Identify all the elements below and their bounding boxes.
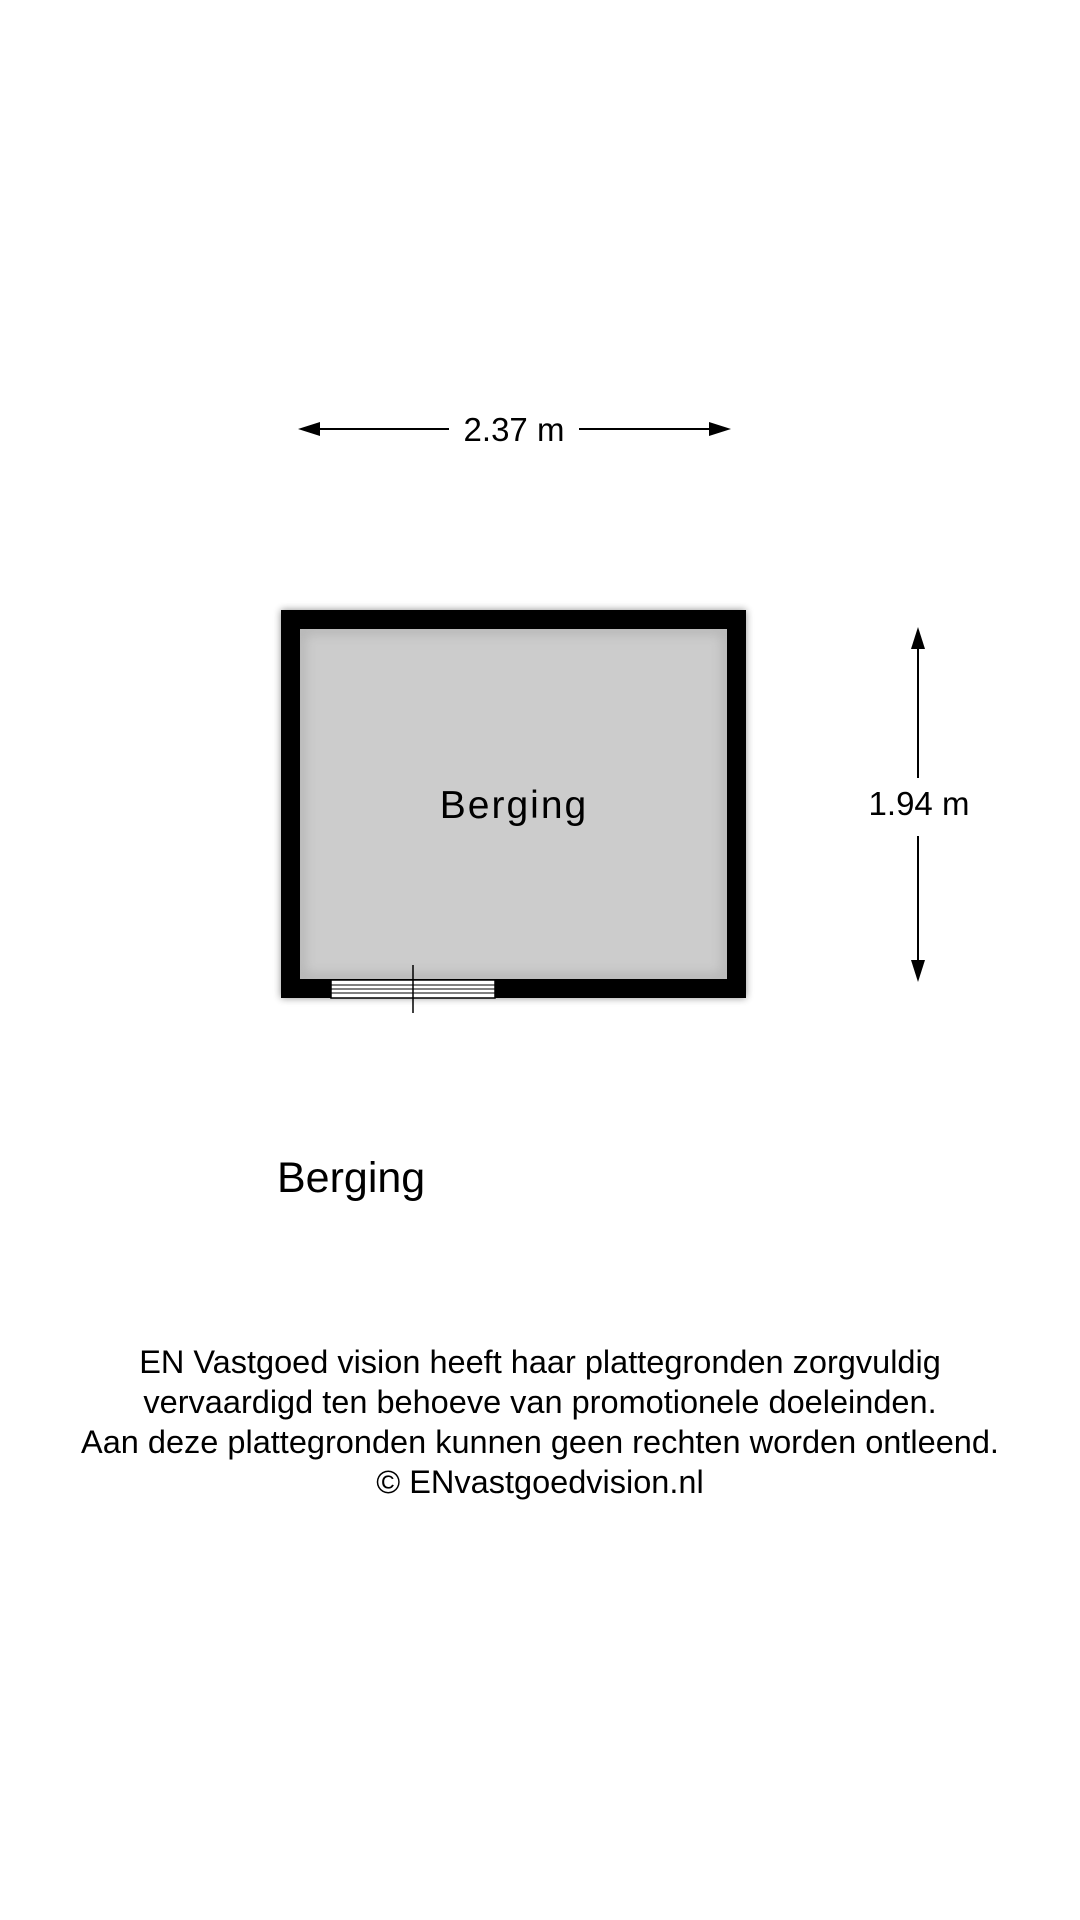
disclaimer-line-2: vervaardigd ten behoeve van promotionele doeleinden. (143, 1384, 937, 1420)
arrow-down-icon (911, 960, 925, 982)
disclaimer-line-4: © ENvastgoedvision.nl (376, 1464, 704, 1500)
arrow-right-icon (709, 422, 731, 436)
height-dimension-label: 1.94 m (868, 785, 970, 822)
arrow-left-icon (298, 422, 320, 436)
disclaimer-line-3: Aan deze plattegronden kunnen geen rechten worden ontleend. (81, 1424, 999, 1460)
height-dimension (869, 627, 970, 982)
width-dimension (298, 411, 731, 448)
disclaimer-line-1: EN Vastgoed vision heeft haar plattegronden zorgvuldig (139, 1344, 941, 1380)
arrow-up-icon (911, 627, 925, 649)
width-dimension-label: 2.37 m (463, 411, 565, 448)
room-label: Berging (439, 784, 589, 827)
room-berging (281, 610, 746, 1013)
floor-title: Berging (277, 1154, 426, 1202)
disclaimer (0, 1342, 1080, 1502)
